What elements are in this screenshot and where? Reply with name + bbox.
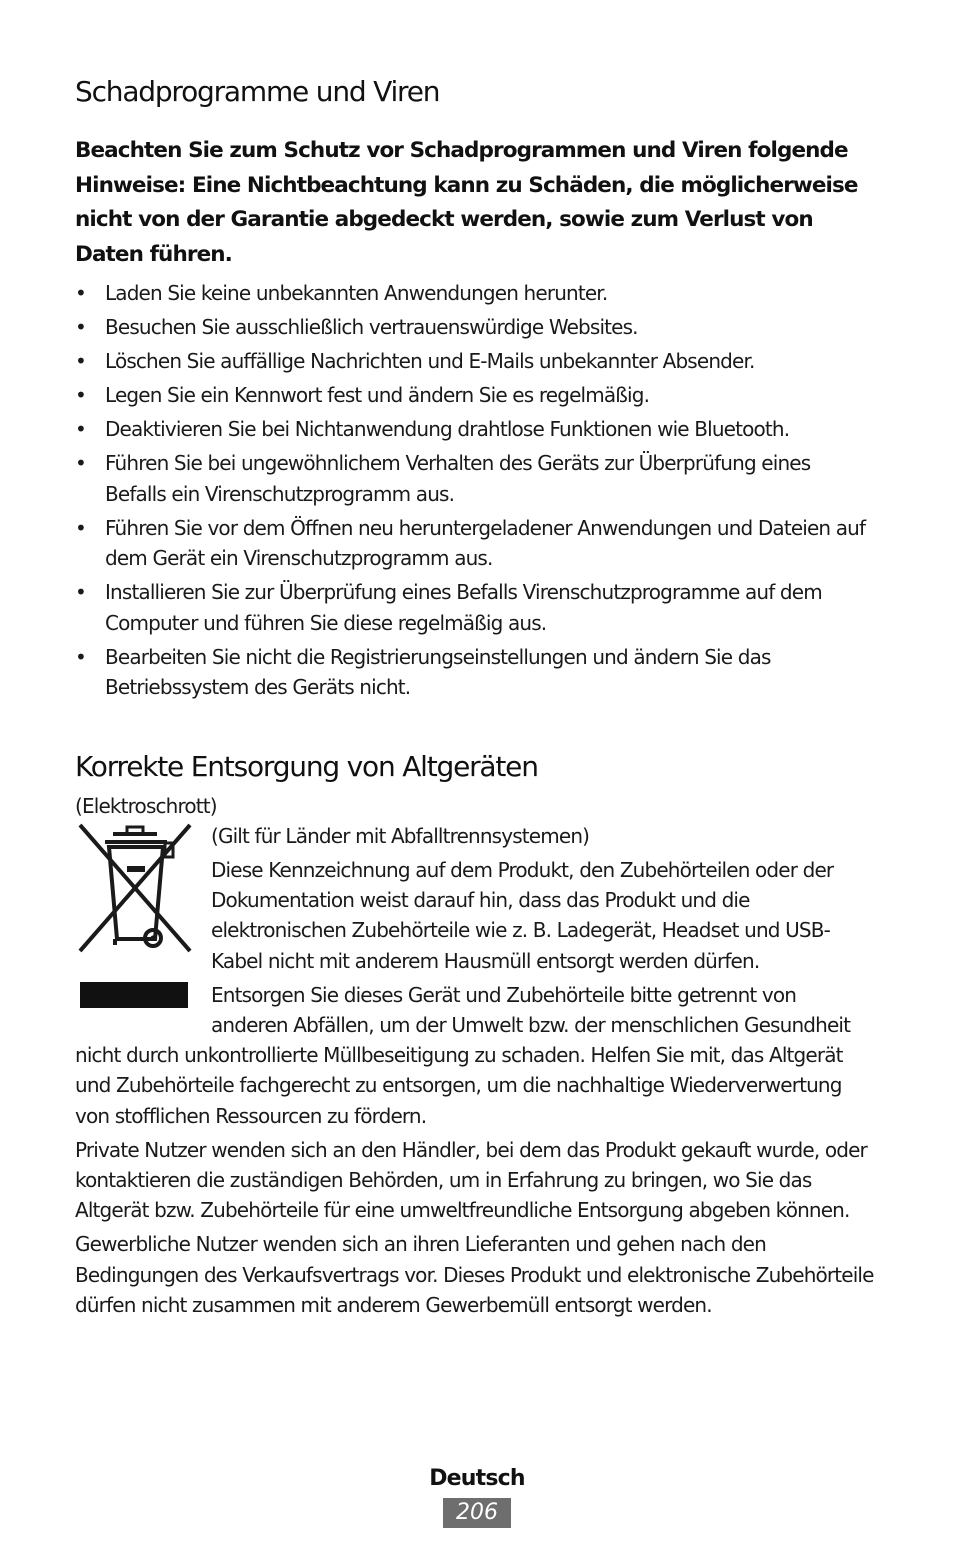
page-footer	[0, 1462, 954, 1528]
list-item: • Führen Sie vor dem Öffnen neu heruntergeladener Anwendungen und Dateien auf dem Gerät ein Virenschutzprogramm aus.	[75, 513, 875, 574]
bullet-icon: •	[75, 349, 86, 373]
bullet-icon: •	[75, 580, 86, 604]
bullet-icon: •	[75, 281, 86, 305]
bullet-icon: •	[75, 644, 86, 669]
list-item: • Laden Sie keine unbekannten Anwendungen herunter.	[75, 278, 875, 309]
disposal-wrap-text	[210, 821, 875, 976]
list-item: • Installieren Sie zur Überprüfung eines Befalls Virenschutzprogramme auf dem Computer und führen Sie diese regelmäßig aus.	[75, 577, 875, 638]
list-item: • Besuchen Sie ausschließlich vertrauenswürdige Websites.	[75, 312, 875, 343]
list-item: • Legen Sie ein Kennwort fest und ändern Sie es regelmäßig.	[75, 380, 875, 411]
malware-intro: Beachten Sie zum Schutz vor Schadprogrammen und Viren folgende Hinweise: Eine Nichtbeachtung kann zu Schäden, die möglicherweise nicht von der Garantie abgedeckt werden, sowie zum Verlust von Daten führen.	[75, 138, 858, 267]
disposal-paragraph-1: Diese Kennzeichnung auf dem Produkt, den Zubehörteilen oder der Dokumentation weist darauf hin, dass das Produkt und die elektronischen Zubehörteile wie z. B. Ladegerät, Headset und USB-Kabel nicht mit anderem Hausmüll entsorgt werden dürfen.	[211, 857, 834, 973]
section-title-disposal: Korrekte Entsorgung von Altgeräten	[75, 749, 538, 783]
list-item: • Deaktivieren Sie bei Nichtanwendung drahtlose Funktionen wie Bluetooth.	[75, 414, 875, 445]
weee-symbol	[75, 821, 211, 1021]
bullet-icon: •	[75, 451, 86, 475]
footer-language: Deutsch	[429, 1466, 525, 1491]
page-number: 206	[443, 1498, 511, 1528]
bullet-icon: •	[75, 315, 86, 339]
page-content	[75, 72, 875, 1320]
disposal-paragraph-3: Private Nutzer wenden sich an den Händler, bei dem das Produkt gekauft wurde, oder kontaktieren die zuständigen Behörden, um in Erfahrung zu bringen, wo Sie das Altgerät bzw. Zubehörteile für eine umweltfreundliche Entsorgung abgeben können.	[75, 1137, 867, 1223]
bullet-icon: •	[75, 383, 86, 407]
malware-bullet-list	[75, 278, 875, 703]
bullet-icon: •	[75, 417, 86, 441]
section-title-malware: Schadprogramme und Viren	[75, 75, 440, 108]
crossed-out-wheelie-bin-icon	[75, 821, 195, 1011]
disposal-note: (Gilt für Länder mit Abfalltrennsystemen)	[211, 823, 590, 848]
disposal-subtitle: (Elektroschrott)	[75, 793, 217, 818]
disposal-paragraph-4: Gewerbliche Nutzer wenden sich an ihren Lieferanten und gehen nach den Bedingungen des Verkaufsvertrags vor. Dieses Produkt und elektronische Zubehörteile dürfen nicht zusammen mit anderem Gewerbemüll entsorgt werden.	[75, 1232, 874, 1317]
list-item: • Löschen Sie auffällige Nachrichten und E-Mails unbekannter Absender.	[75, 346, 875, 377]
disposal-paragraph-2: Entsorgen Sie dieses Gerät und Zubehörteile bitte getrennt von anderen Abfällen, um der Umwelt bzw. der menschlichen Gesundheit nicht durch unkontrollierte Müllbeseitigung zu schaden. Helfen Sie mit, das Altgerät und Zubehörteile fachgerecht zu entsorgen, um die nachhaltige Wiederverwertung von stofflichen Ressourcen zu fördern.	[75, 982, 851, 1128]
bullet-icon: •	[75, 515, 86, 540]
list-item: • Führen Sie bei ungewöhnlichem Verhalten des Geräts zur Überprüfung eines Befalls ein Virenschutzprogramm aus.	[75, 448, 875, 509]
list-item: • Bearbeiten Sie nicht die Registrierungseinstellungen und ändern Sie das Betriebssystem des Geräts nicht.	[75, 642, 875, 703]
